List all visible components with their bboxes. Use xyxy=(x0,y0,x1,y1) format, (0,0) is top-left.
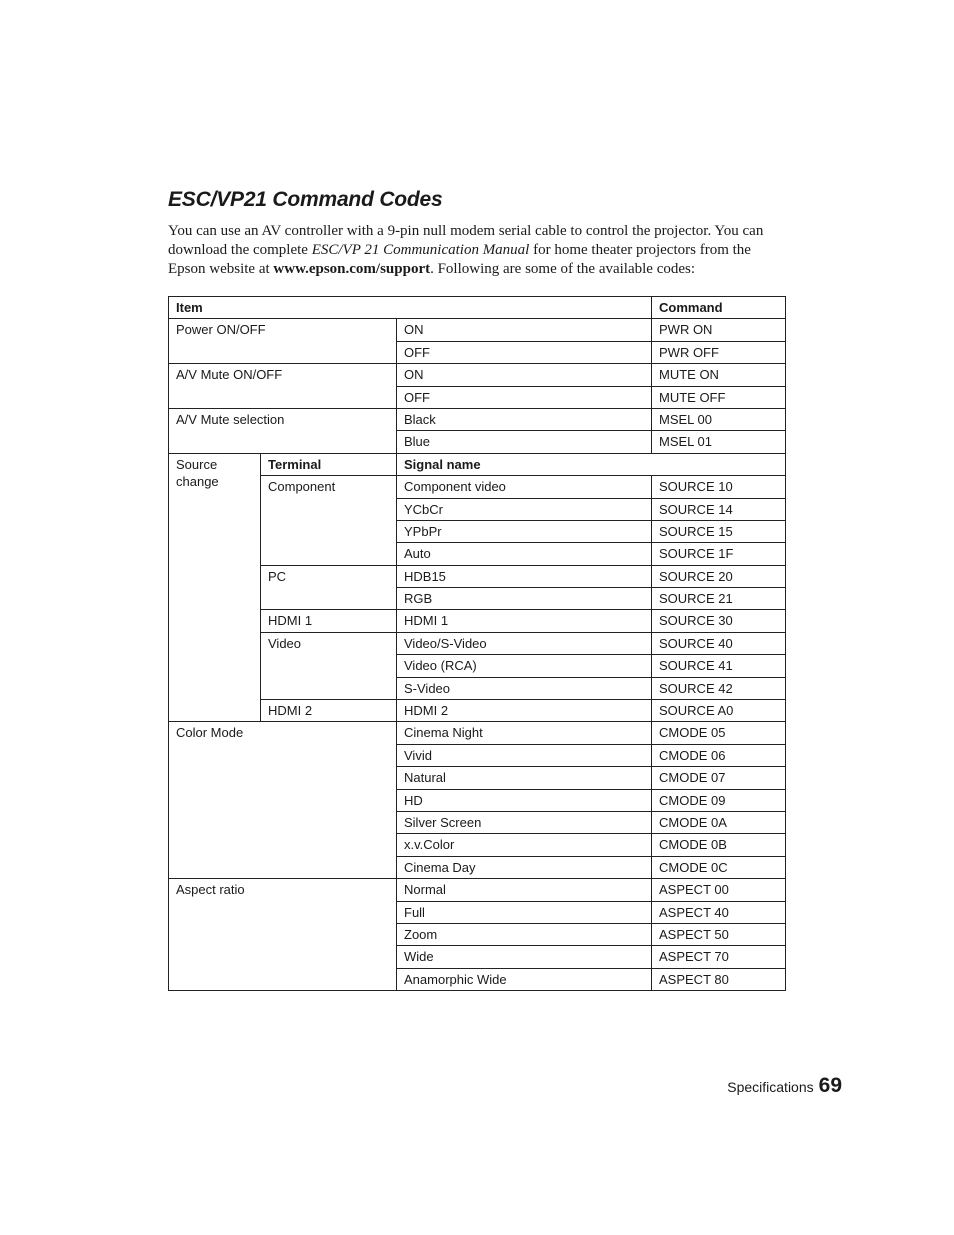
signal-header: Signal name xyxy=(397,453,786,475)
command-cell: SOURCE 1F xyxy=(652,543,786,565)
option-cell: HDMI 1 xyxy=(397,610,652,632)
item-label: Color Mode xyxy=(169,722,397,879)
command-cell: PWR OFF xyxy=(652,341,786,363)
command-cell: SOURCE 21 xyxy=(652,588,786,610)
terminal-cell: HDMI 1 xyxy=(261,610,397,632)
terminal-cell: PC xyxy=(261,565,397,610)
option-cell: RGB xyxy=(397,588,652,610)
support-url: www.epson.com/support xyxy=(273,261,431,277)
terminal-header: Terminal xyxy=(261,453,397,475)
table-row xyxy=(169,879,786,901)
option-cell: HDMI 2 xyxy=(397,700,652,722)
command-cell: ASPECT 50 xyxy=(652,923,786,945)
option-cell: Silver Screen xyxy=(397,811,652,833)
command-cell: CMODE 09 xyxy=(652,789,786,811)
option-cell: Wide xyxy=(397,946,652,968)
command-cell: SOURCE 42 xyxy=(652,677,786,699)
terminal-cell: HDMI 2 xyxy=(261,700,397,722)
table-row xyxy=(169,364,786,386)
table-row xyxy=(169,408,786,430)
option-cell: Blue xyxy=(397,431,652,453)
table-row xyxy=(169,453,786,475)
option-cell: Cinema Night xyxy=(397,722,652,744)
page-heading: ESC/VP21 Command Codes xyxy=(168,188,443,211)
command-cell: SOURCE 15 xyxy=(652,520,786,542)
command-cell: SOURCE 41 xyxy=(652,655,786,677)
option-cell: ON xyxy=(397,319,652,341)
intro-paragraph xyxy=(168,222,788,279)
option-cell: Component video xyxy=(397,476,652,498)
page-footer xyxy=(727,1074,842,1098)
intro-text-2: for home theater projectors from the Epson website at xyxy=(168,242,751,277)
option-cell: OFF xyxy=(397,386,652,408)
command-cell: PWR ON xyxy=(652,319,786,341)
table-row xyxy=(169,632,786,654)
item-label: A/V Mute selection xyxy=(169,408,397,453)
option-cell: Full xyxy=(397,901,652,923)
table-row xyxy=(169,319,786,341)
command-cell: MUTE ON xyxy=(652,364,786,386)
header-item: Item xyxy=(169,297,652,319)
table-row xyxy=(169,476,786,498)
manual-title: ESC/VP 21 Communication Manual xyxy=(311,242,530,258)
command-cell: MUTE OFF xyxy=(652,386,786,408)
command-cell: SOURCE 20 xyxy=(652,565,786,587)
item-label: Source change xyxy=(169,453,261,722)
table-row xyxy=(169,722,786,744)
table-row xyxy=(169,610,786,632)
option-cell: Video (RCA) xyxy=(397,655,652,677)
option-cell: HD xyxy=(397,789,652,811)
command-cell: SOURCE 30 xyxy=(652,610,786,632)
option-cell: Normal xyxy=(397,879,652,901)
option-cell: Natural xyxy=(397,767,652,789)
command-cell: CMODE 07 xyxy=(652,767,786,789)
table-row xyxy=(169,700,786,722)
option-cell: Zoom xyxy=(397,923,652,945)
command-cell: MSEL 01 xyxy=(652,431,786,453)
option-cell: HDB15 xyxy=(397,565,652,587)
option-cell: x.v.Color xyxy=(397,834,652,856)
command-cell: CMODE 05 xyxy=(652,722,786,744)
intro-text-1: You can use an AV controller with a 9-pin null modem serial cable to control the projector. You can download the complete xyxy=(168,223,764,258)
option-cell: Anamorphic Wide xyxy=(397,968,652,990)
command-cell: ASPECT 00 xyxy=(652,879,786,901)
table-row xyxy=(169,565,786,587)
command-cell: MSEL 00 xyxy=(652,408,786,430)
command-codes-table xyxy=(168,296,786,991)
header-command: Command xyxy=(652,297,786,319)
terminal-cell: Component xyxy=(261,476,397,566)
option-cell: Cinema Day xyxy=(397,856,652,878)
option-cell: Video/S-Video xyxy=(397,632,652,654)
option-cell: S-Video xyxy=(397,677,652,699)
intro-text-3: . Following are some of the available codes: xyxy=(430,261,696,277)
header-row xyxy=(169,297,786,319)
option-cell: YCbCr xyxy=(397,498,652,520)
terminal-cell: Video xyxy=(261,632,397,699)
item-label: Power ON/OFF xyxy=(169,319,397,364)
option-cell: Auto xyxy=(397,543,652,565)
option-cell: Black xyxy=(397,408,652,430)
section-name: Specifications xyxy=(727,1079,814,1095)
option-cell: OFF xyxy=(397,341,652,363)
command-cell: CMODE 0A xyxy=(652,811,786,833)
command-cell: SOURCE 10 xyxy=(652,476,786,498)
command-cell: CMODE 06 xyxy=(652,744,786,766)
command-cell: CMODE 0B xyxy=(652,834,786,856)
page-number: 69 xyxy=(818,1074,842,1097)
command-cell: ASPECT 80 xyxy=(652,968,786,990)
command-cell: ASPECT 70 xyxy=(652,946,786,968)
item-label: Aspect ratio xyxy=(169,879,397,991)
command-cell: SOURCE A0 xyxy=(652,700,786,722)
command-cell: ASPECT 40 xyxy=(652,901,786,923)
option-cell: YPbPr xyxy=(397,520,652,542)
option-cell: ON xyxy=(397,364,652,386)
item-label: A/V Mute ON/OFF xyxy=(169,364,397,409)
command-cell: CMODE 0C xyxy=(652,856,786,878)
command-cell: SOURCE 40 xyxy=(652,632,786,654)
command-cell: SOURCE 14 xyxy=(652,498,786,520)
option-cell: Vivid xyxy=(397,744,652,766)
